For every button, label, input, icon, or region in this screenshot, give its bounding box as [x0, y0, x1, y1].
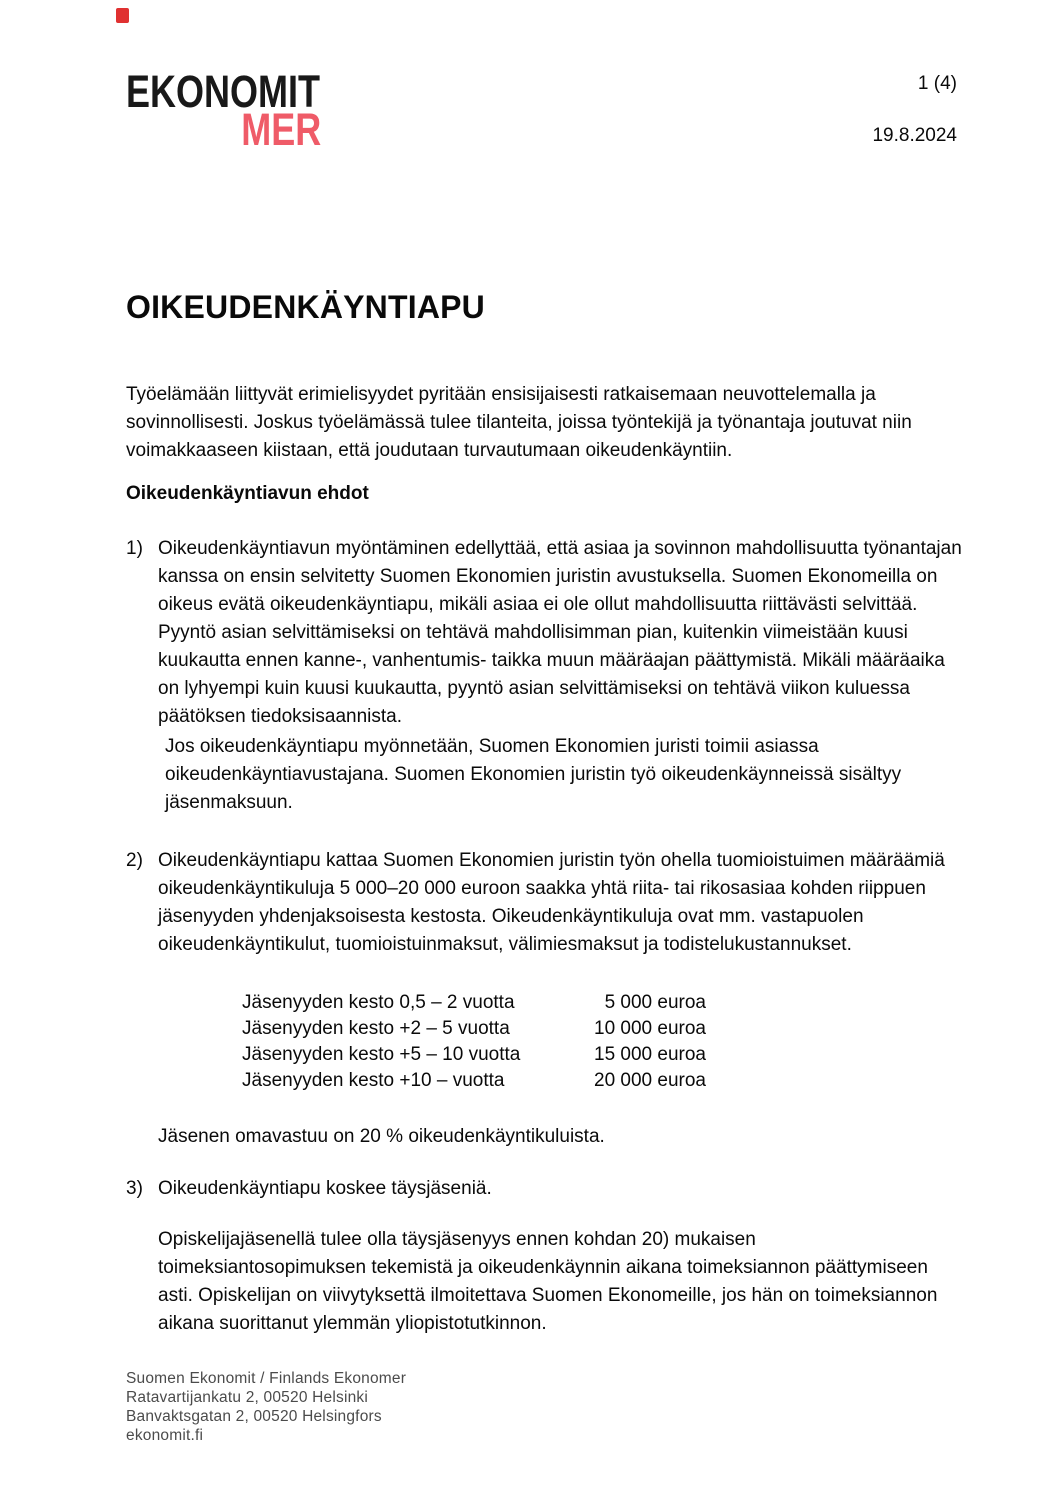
fee-table: [242, 990, 706, 1094]
deductible-note: Jäsenen omavastuu on 20 % oikeudenkäyntikuluista.: [158, 1126, 605, 1147]
fee-amount: 15 000 euroa: [594, 1044, 706, 1065]
fee-label: Jäsenyyden kesto 0,5 – 2 vuotta: [242, 992, 515, 1013]
list-item-1-number: 1): [126, 538, 143, 559]
fee-label: Jäsenyyden kesto +10 – vuotta: [242, 1070, 505, 1091]
fee-label: Jäsenyyden kesto +5 – 10 vuotta: [242, 1044, 521, 1065]
fee-amount: 5 000 euroa: [604, 992, 706, 1013]
list-item-3-number: 3): [126, 1178, 143, 1199]
list-item-1: [126, 535, 964, 731]
fee-table-row: [242, 1016, 706, 1042]
list-item-1-text: Oikeudenkäyntiavun myöntäminen edellyttää, että asiaa ja sovinnon mahdollisuutta työnantajan kanssa on ensin selvitetty Suomen Ekonomien juristin avustuksella. Suomen Ekonomeilla on oikeus evätä oikeudenkäyntiapu, mikäli asiaa ei ole ollut mahdollisuutta riittävästi selvittää. Pyyntö asian selvittämiseksi on tehtävä mahdollisimman pian, kuitenkin viimeistään kuusi kuukautta ennen kanne-, vanhentumis- taikka muun määräajan päättymistä. Mikäli määräaika on lyhyempi kuin kuusi kuukautta, pyyntö asian selvittämiseksi on tehtävä viikon kuluessa päätöksen tiedoksisaannista.: [158, 538, 962, 727]
ekonomit-logo: [126, 66, 322, 155]
student-member-note: Opiskelijajäsenellä tulee olla täysjäsenyys ennen kohdan 20) mukaisen toimeksiantosopimuksen tekemistä ja oikeudenkäynnin aikana toimeksiannon päättymiseen asti. Opiskelijan on viivytyksettä ilmoitettava Suomen Ekonomeille, jos hän on toimeksiannon aikana suorittanut ylemmän yliopistotutkinnon.: [158, 1229, 938, 1334]
list-item-3-text: Oikeudenkäyntiapu koskee täysjäseniä.: [158, 1178, 492, 1199]
page-title: OIKEUDENKÄYNTIAPU: [126, 289, 485, 325]
fee-table-row: [242, 990, 706, 1016]
section-heading: Oikeudenkäyntiavun ehdot: [126, 483, 369, 504]
page-number: 1 (4): [917, 73, 957, 94]
red-marker-icon: [116, 8, 129, 23]
list-item-2-text: Oikeudenkäyntiapu kattaa Suomen Ekonomien juristin työn ohella tuomioistuimen määräämiä oikeudenkäyntikuluja 5 000–20 000 euroon saakka yhtä riita- tai rikosasiaa kohden riippuen jäsenyyden yhdenjaksoisesta kestosta. Oikeudenkäyntikuluja ovat mm. vastapuolen oikeudenkäyntikulut, tuomioistuinmaksut, välimiesmaksut ja todistelukustannukset.: [158, 850, 945, 955]
logo-text-ekonomit: EKONOMIT: [126, 66, 320, 117]
item-1-note: Jos oikeudenkäyntiapu myönnetään, Suomen Ekonomien juristi toimii asiassa oikeudenkäyntiavustajana. Suomen Ekonomien juristin työ oikeudenkäynneissä sisältyy jäsenmaksuun.: [165, 736, 902, 813]
document-date: 19.8.2024: [872, 125, 957, 146]
footer-address-sv: Banvaktsgatan 2, 00520 Helsingfors: [126, 1408, 382, 1425]
list-item-2: [126, 847, 964, 959]
list-item-3: [126, 1175, 964, 1203]
footer-org-name: Suomen Ekonomit / Finlands Ekonomer: [126, 1370, 407, 1387]
fee-table-row: [242, 1042, 706, 1068]
logo-text-mer: MER: [241, 103, 322, 155]
footer-address-fi: Ratavartijankatu 2, 00520 Helsinki: [126, 1389, 369, 1406]
fee-amount: 20 000 euroa: [594, 1070, 706, 1091]
fee-amount: 10 000 euroa: [594, 1018, 706, 1039]
footer-website: ekonomit.fi: [126, 1427, 204, 1444]
fee-table-row: [242, 1068, 706, 1094]
list-item-2-number: 2): [126, 850, 143, 871]
fee-label: Jäsenyyden kesto +2 – 5 vuotta: [242, 1018, 510, 1039]
intro-paragraph: Työelämään liittyvät erimielisyydet pyritään ensisijaisesti ratkaisemaan neuvottelemalla ja sovinnollisesti. Joskus työelämässä tulee tilanteita, joissa työntekijä ja työnantaja joutuvat niin voimakkaaseen kiistaan, että joudutaan turvautumaan oikeudenkäyntiin.: [126, 384, 912, 461]
footer: [126, 1369, 406, 1445]
